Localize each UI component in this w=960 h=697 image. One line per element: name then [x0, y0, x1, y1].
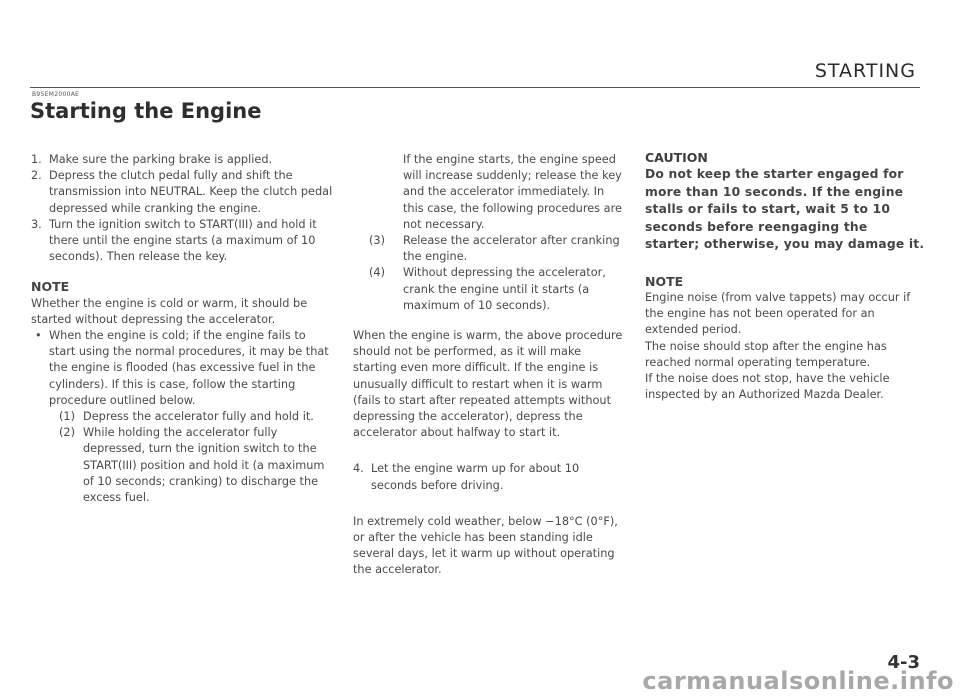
- substep-1-number: (1): [59, 410, 76, 424]
- step-4-text: Let the engine warm up for about 10 seconds before driving.: [371, 462, 580, 492]
- substep-2-number: (2): [59, 426, 76, 440]
- spacer: [353, 494, 627, 514]
- header-rule: [30, 87, 920, 88]
- substep-4: [353, 265, 627, 314]
- step-2: [31, 168, 333, 217]
- caution-heading: CAUTION: [645, 150, 708, 165]
- step-4: [353, 461, 627, 493]
- spacer: [645, 254, 925, 274]
- step-4-number: 4.: [353, 462, 364, 476]
- note-text-2: The noise should stop after the engine has reached normal operating temperature.: [645, 339, 887, 369]
- note-text: Whether the engine is cold or warm, it should be started without depressing the accelerator.: [31, 296, 308, 326]
- substep-1-text: Depress the accelerator fully and hold it.: [83, 410, 314, 424]
- substep-2: [31, 425, 333, 506]
- note-heading-right: NOTE: [645, 273, 684, 289]
- bullet-mark: •: [35, 329, 42, 343]
- note-text-3: If the noise does not stop, have the vehicle inspected by an Authorized Mazda Dealer.: [645, 371, 890, 402]
- section-title: STARTING: [814, 60, 916, 82]
- page-heading: Starting the Engine: [30, 99, 262, 123]
- column-middle: [353, 152, 627, 579]
- substep-4-text: Without depressing the accelerator, crank the engine until it starts (a maximum of 10 seconds).: [403, 266, 606, 312]
- substep-3-text: Release the accelerator after cranking the engine.: [403, 234, 620, 264]
- step-1-text: Make sure the parking brake is applied.: [49, 153, 273, 166]
- bullet-item: [31, 328, 333, 409]
- step-3-text: Turn the ignition switch to START(III) and hold it there until the engine starts (a maximum of 10 seconds). Then release the key.: [49, 217, 317, 264]
- substep-4-number: (4): [369, 266, 386, 280]
- note-heading: NOTE: [31, 279, 70, 295]
- note-text-1: Engine noise (from valve tappets) may occur if the engine has not been operated for an extended period.: [645, 290, 911, 337]
- caution-text: Do not keep the starter engaged for more than 10 seconds. If the engine stalls or fails to start, wait 5 to 10 seconds before reengaging the starter; otherwise, you may damage it.: [645, 167, 925, 252]
- bullet-text: When the engine is cold; if the engine fails to start using the normal procedures, it may be that the engine is flooded (has excessive fuel in the cylinders). If this is case, follow the starting procedure outlined below.: [49, 329, 329, 407]
- step-2-number: 2.: [31, 169, 42, 183]
- step-3: [31, 217, 333, 266]
- warm-engine-text: When the engine is warm, the above procedure should not be performed, as it will make starting even more difficult. If the engine is unusually difficult to restart when it is warm (fails to start after repeated attempts without depressing the accelerator), depress the accelerator about halfway to start it.: [353, 329, 623, 440]
- substep-3: [353, 233, 627, 265]
- substep-1: [31, 409, 333, 425]
- document-code: B95EM2000AE: [32, 91, 80, 98]
- substep-2-text: While holding the accelerator fully depressed, turn the ignition switch to the START(III) position and hold it (a maximum of 10 seconds; cranking) to discharge the excess fuel.: [83, 426, 325, 505]
- column-right: [645, 152, 925, 403]
- continuation-text: If the engine starts, the engine speed will increase suddenly; release the key and the accelerator immediately. In this case, the following procedures are not necessary.: [403, 153, 622, 231]
- step-1: [31, 152, 333, 168]
- step-2-text: Depress the clutch pedal fully and shift the transmission into NEUTRAL. Keep the clutch pedal depressed while cranking the engine.: [49, 169, 333, 215]
- column-left: [31, 152, 333, 506]
- substep-3-number: (3): [369, 234, 386, 248]
- page-number: 4-3: [887, 652, 920, 673]
- watermark: carmanualsonline.info: [642, 667, 954, 695]
- spacer: [353, 314, 627, 328]
- step-1-number: 1.: [31, 153, 42, 166]
- spacer: [353, 441, 627, 461]
- cold-weather-text: In extremely cold weather, below −18°C (0°F), or after the vehicle has been standing idle several days, let it warm up without operating the accelerator.: [353, 514, 618, 577]
- step-3-number: 3.: [31, 217, 42, 231]
